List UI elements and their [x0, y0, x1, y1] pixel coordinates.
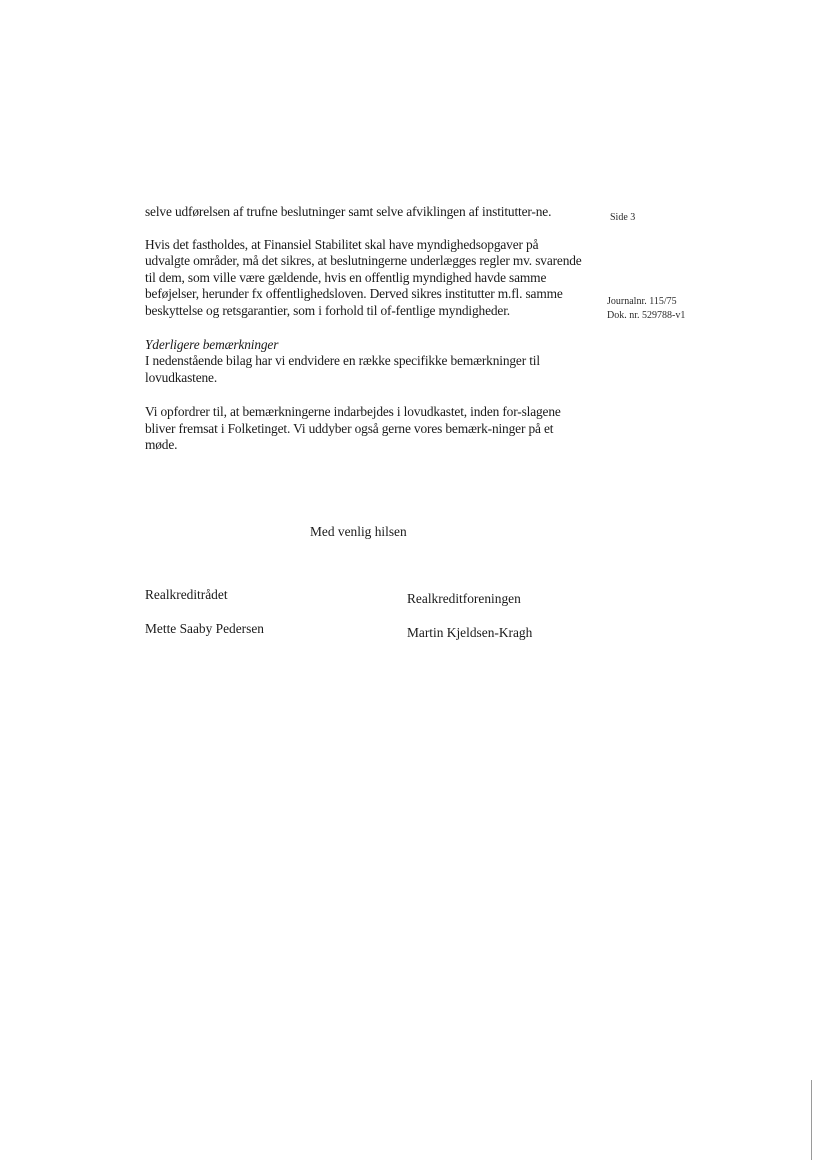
scan-edge-line [811, 1080, 812, 1160]
paragraph-appendix: I nedenstående bilag har vi endvidere en række specifikke bemærkninger til lovudkastene. [145, 353, 540, 385]
journal-number: Journalnr. 115/75 [607, 296, 677, 307]
closing-salutation: Med venlig hilsen [310, 524, 407, 539]
signature-name-right: Martin Kjeldsen-Kragh [407, 625, 533, 640]
signature-organization-right: Realkreditforeningen [407, 591, 521, 606]
signature-name-left: Mette Saaby Pedersen [145, 621, 264, 636]
paragraph-continuation: selve udførelsen af trufne beslutninger samt selve afviklingen af institutter-ne. [145, 204, 552, 219]
paragraph-financial-stability: Hvis det fastholdes, at Finansiel Stabilitet skal have myndighedsopgaver på udvalgte områder, må det sikres, at beslutningerne underlægges regler mv. svarende til dem, som ville være gældende, hvis en offentlig myndighed havde samme beføjelser, herunder fx offentlighedsloven. Derved sikres institutter m.fl. samme beskyttelse og retsgarantier, som i forhold til of-fentlige myndigheder. [145, 236, 582, 318]
paragraph-request: Vi opfordrer til, at bemærkningerne indarbejdes i lovudkastet, inden for-slagene bliver fremsat i Folketinget. Vi uddyber også gerne vores bemærk-ninger på et møde. [145, 404, 561, 452]
signature-organization-left: Realkreditrådet [145, 587, 228, 602]
reference-block [607, 295, 717, 323]
document-number: Dok. nr. 529788-v1 [607, 310, 686, 321]
page-number: Side 3 [610, 212, 636, 223]
section-subheading: Yderligere bemærkninger [145, 337, 279, 352]
letter-body [145, 204, 585, 454]
